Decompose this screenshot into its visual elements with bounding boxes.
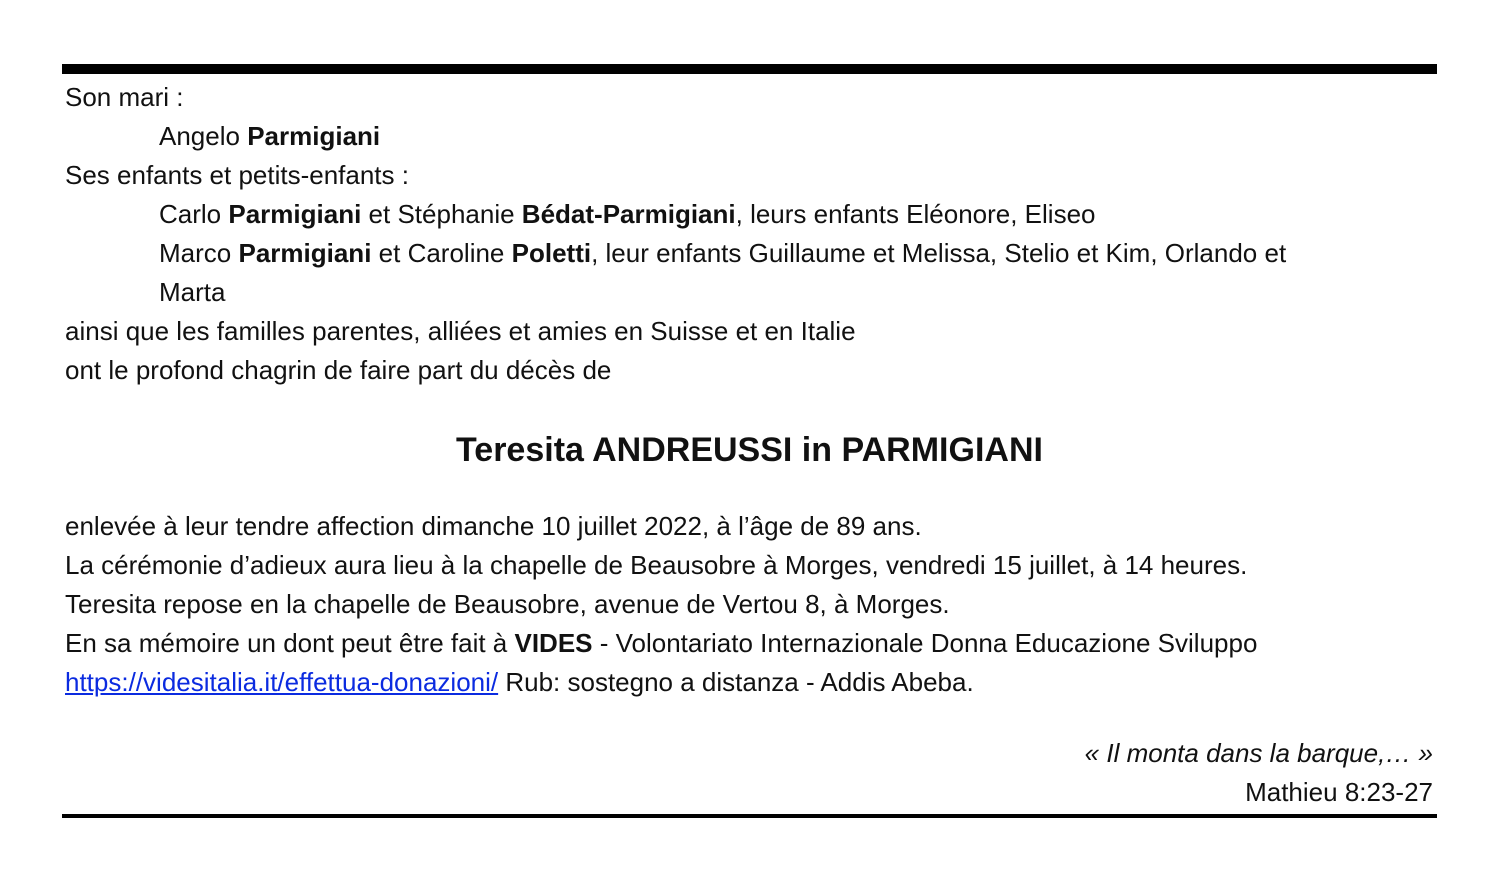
donation-link-line: https://videsitalia.it/effettua-donazioni/ Rub: sostegno a distanza - Addis Abeba. [65, 667, 974, 697]
details-line-1: enlevée à leur tendre affection dimanche 10 juillet 2022, à l’âge de 89 ans. [65, 511, 922, 541]
bottom-rule [62, 814, 1437, 818]
bible-reference: Mathieu 8:23-27 [1245, 777, 1433, 807]
deceased-name: Teresita ANDREUSSI in PARMIGIANI [456, 431, 1043, 469]
husband-name: Angelo Parmigiani [159, 121, 381, 151]
org-name: VIDES [514, 628, 593, 658]
ceremony-line: La cérémonie d’adieux aura lieu à la chapelle de Beausobre à Morges, vendredi 15 juillet, à 14 heures. [65, 550, 1248, 580]
child-1-line: Carlo Parmigiani et Stéphanie Bédat-Parmigiani, leurs enfants Eléonore, Eliseo [159, 199, 1096, 229]
children-label: Ses enfants et petits-enfants : [65, 160, 409, 190]
child-2-line: Marco Parmigiani et Caroline Poletti, leur enfants Guillaume et Melissa, Stelio et Kim, Orlando et [159, 238, 1287, 268]
announcement-line: ont le profond chagrin de faire part du décès de [65, 355, 612, 385]
bible-quote: « Il monta dans la barque,… » [1084, 738, 1433, 768]
donation-link[interactable]: https://videsitalia.it/effettua-donazioni/ [65, 667, 499, 697]
obituary-notice [62, 64, 1437, 820]
relatives-line: ainsi que les familles parentes, alliées et amies en Suisse et en Italie [65, 316, 856, 346]
husband-label: Son mari : [65, 82, 184, 112]
repose-line: Teresita repose en la chapelle de Beausobre, avenue de Vertou 8, à Morges. [65, 589, 950, 619]
child-2-line-cont: Marta [159, 277, 226, 307]
donation-line: En sa mémoire un dont peut être fait à VIDES - Volontariato Internazionale Donna Educazione Sviluppo [65, 628, 1258, 658]
top-rule [62, 64, 1437, 74]
